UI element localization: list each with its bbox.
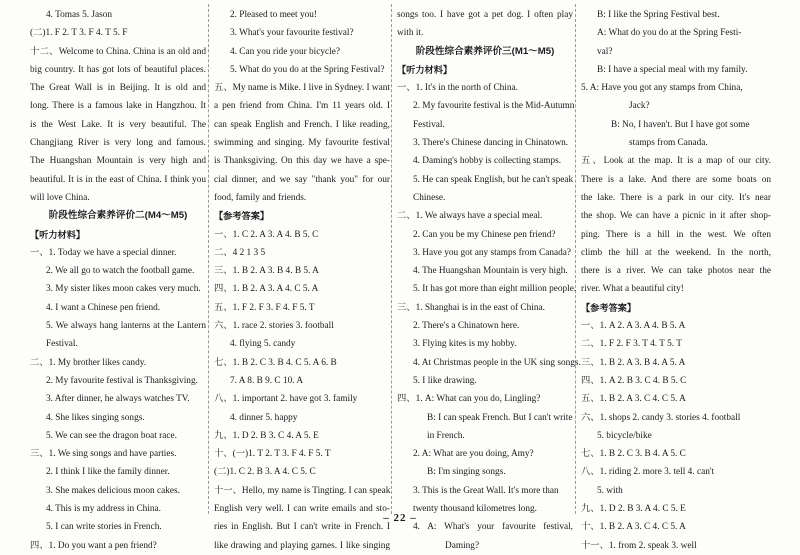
text-line: long. There is a famous lake in Hangzhou. It — [30, 101, 206, 112]
text-line: food, family and friends. — [214, 192, 307, 203]
text-line: 4. At Christmas people in the UK sing songs. — [413, 357, 581, 368]
text-line: 5. It has got more than eight million people. — [413, 284, 577, 295]
text-line: 十一、1. from 2. speak 3. well — [581, 540, 697, 551]
text-line: The Great Wall is in Beijing. It is old and — [30, 83, 206, 94]
text-line: B: I like the Spring Festival best. — [597, 10, 720, 20]
text-line: 3. What's your favourite festival? — [230, 28, 354, 39]
text-line: 2. Can you be my Chinese pen friend? — [413, 229, 556, 240]
text-line: B: I'm singing songs. — [427, 467, 506, 478]
text-line: with it. — [397, 28, 424, 39]
text-line: 一、1. It's in the north of China. — [397, 83, 518, 94]
text-line: in French. — [427, 430, 465, 441]
text-line: There is a lake. And there are some boats on — [581, 174, 771, 185]
text-line: the shop. We can have a picnic in it after shop- — [581, 211, 771, 222]
text-line: 八、1. important 2. have got 3. family — [214, 394, 358, 405]
text-line: 5. What do you do at the Spring Festival? — [230, 64, 385, 75]
text-line: 六、1. shops 2. candy 3. stories 4. football — [581, 412, 741, 423]
text-line: is the West Lake. It is very beautiful. The — [30, 119, 206, 130]
text-line: 4. Can you ride your bicycle? — [230, 46, 340, 57]
column-divider — [208, 4, 209, 514]
text-line: 二、1. My brother likes candy. — [30, 357, 147, 368]
text-line: 十、1. B 2. A 3. C 4. C 5. A — [581, 522, 686, 533]
text-line: Festival. — [46, 339, 78, 350]
column-2 — [214, 6, 390, 555]
text-line: 阶段性综合素养评价三(M1～M5) — [415, 45, 555, 57]
text-line: 2. My favourite festival is the Mid-Autumn — [413, 101, 575, 112]
text-line: 二、1. F 2. F 3. T 4. T 5. T — [581, 339, 682, 350]
text-line: 4. Tomas 5. Jason — [46, 10, 113, 20]
text-line: English very well. I can write emails and sto- — [214, 504, 390, 515]
text-line: like drawing and playing games. I like singing — [214, 540, 390, 551]
text-line: 4. The Huangshan Mountain is very high. — [413, 266, 568, 277]
text-line: 四、1. B 2. A 3. A 4. C 5. A — [214, 284, 319, 295]
text-line: 3. She makes delicious moon cakes. — [46, 485, 181, 496]
text-line: 3. Have you got any stamps from Canada? — [413, 247, 572, 258]
text-line: 5. A: Have you got any stamps from China, — [581, 83, 743, 94]
text-line: 四、1. A 2. B 3. C 4. B 5. C — [581, 375, 687, 386]
text-line: 九、1. D 2. B 3. C 4. A 5. E — [214, 430, 319, 441]
text-line: 5. We always hang lanterns at the Lantern — [46, 321, 206, 332]
text-line: 4. dinner 5. happy — [230, 412, 298, 423]
text-line: 十一、Hello, my name is Tingting. I can speak — [214, 485, 391, 496]
text-line: 五、1. F 2. F 3. F 4. F 5. T — [214, 302, 315, 313]
text-line: 2. My favourite festival is Thanksgiving. — [46, 375, 198, 386]
text-line: 五、1. B 2. A 3. C 4. C 5. A — [581, 394, 686, 405]
text-line: Changjiang River is very long and famous. — [30, 138, 206, 149]
text-line: is Thanksgiving. On this day we have a spe- — [214, 156, 390, 167]
text-line: 5. I like drawing. — [413, 375, 477, 386]
text-line: 2. We all go to watch the football game. — [46, 266, 195, 277]
text-line: 六、1. race 2. stories 3. football — [214, 321, 334, 332]
text-line: 2. There's a Chinatown here. — [413, 321, 520, 332]
text-line: 5. He can speak English, but he can't speak — [413, 174, 574, 185]
text-line: swimming and singing. My favourite festival — [214, 138, 390, 149]
text-line: 5. I can write stories in French. — [46, 522, 162, 533]
text-line: 七、1. B 2. C 3. B 4. C 5. A 6. B — [214, 357, 337, 368]
text-line: 5. We can see the dragon boat race. — [46, 430, 177, 441]
text-line: A: What do you do at the Spring Festi- — [597, 28, 742, 39]
text-line: 十二、Welcome to China. China is an old and — [30, 46, 206, 57]
text-line: 5. bicycle/bike — [597, 430, 652, 441]
text-line: songs too. I have got a pet dog. I often play — [397, 10, 573, 20]
text-line: val? — [597, 46, 613, 57]
text-line: 【参考答案】 — [214, 211, 270, 222]
text-line: 3. There's Chinese dancing in Chinatown. — [413, 138, 569, 149]
text-line: can speak English and French. I like reading, — [214, 119, 390, 130]
text-line: The Huangshan Mountain is very high and — [30, 156, 206, 167]
text-line: stamps from Canada. — [629, 138, 708, 149]
text-line: Daming? — [445, 540, 480, 551]
text-line: twenty thousand kilometres long. — [413, 504, 537, 515]
text-line: Chinese. — [413, 192, 446, 203]
text-line: 十、(一)1. T 2. T 3. F 4. F 5. T — [214, 449, 331, 460]
text-line: 三、1. We sing songs and have parties. — [30, 449, 177, 460]
text-line: 3. My sister likes moon cakes very much. — [46, 284, 201, 295]
text-line: 4. Daming's hobby is collecting stamps. — [413, 156, 562, 167]
text-line: 2. I think I like the family dinner. — [46, 467, 170, 478]
text-line: ries in English. But I can't write in French. I — [214, 522, 390, 533]
text-line: Festival. — [413, 119, 445, 130]
text-line: cial dinner, and we say "thank you" for our — [214, 174, 390, 185]
text-line: 4. I want a Chinese pen friend. — [46, 302, 161, 313]
text-line: B: I have a special meal with my family. — [597, 64, 748, 75]
text-line: the lake. There is a park in our city. It's near — [581, 192, 771, 203]
text-line: 四、1. Do you want a pen friend? — [30, 540, 157, 551]
text-line: 一、1. A 2. A 3. A 4. B 5. A — [581, 321, 686, 332]
text-line: beautiful. It is in the east of China. I think you — [30, 174, 206, 185]
text-line: big country. It has got lots of beautiful places. — [30, 64, 206, 75]
text-line: 3. After dinner, he always watches TV. — [46, 394, 190, 405]
text-line: 三、1. B 2. A 3. B 4. B 5. A — [214, 266, 319, 277]
text-line: 五、Look at the map. It is a map of our city. — [581, 156, 771, 167]
column-divider — [575, 4, 576, 514]
text-line: 2. Pleased to meet you! — [230, 10, 318, 20]
text-line: 一、1. Today we have a special dinner. — [30, 247, 177, 258]
text-line: 【参考答案】 — [581, 302, 637, 313]
text-line: 4. This is my address in China. — [46, 504, 162, 515]
text-line: (二)1. F 2. T 3. F 4. T 5. F — [30, 28, 128, 39]
column-1 — [30, 6, 206, 555]
text-line: B: No, I haven't. But I have got some — [611, 119, 750, 130]
text-line: 4. flying 5. candy — [230, 339, 296, 350]
text-line: 4. A: What's your favourite festival, — [413, 522, 573, 533]
text-line: 5. with — [597, 485, 623, 496]
text-line: 二、1. We always have a special meal. — [397, 211, 543, 222]
column-3 — [397, 6, 581, 555]
text-line: 九、1. D 2. B 3. A 4. C 5. E — [581, 504, 686, 515]
text-line: 4. She likes singing songs. — [46, 412, 145, 423]
text-line: 3. This is the Great Wall. It's more than — [413, 485, 559, 496]
text-line: 三、1. B 2. A 3. B 4. A 5. A — [581, 357, 686, 368]
text-line: (二)1. C 2. B 3. A 4. C 5. C — [214, 467, 316, 478]
text-line: 阶段性综合素养评价二(M4～M5) — [48, 210, 188, 222]
text-line: B: I can speak French. But I can't write — [427, 412, 573, 423]
text-line: there is a river. We can take photos near the — [581, 266, 771, 277]
text-line: 四、1. A: What can you do, Lingling? — [397, 394, 541, 405]
text-line: 八、1. riding 2. more 3. tell 4. can't — [581, 467, 715, 478]
text-line: 五、My name is Mike. I live in Sydney. I want — [214, 83, 390, 94]
text-line: 2. A: What are you doing, Amy? — [413, 449, 534, 460]
column-divider — [391, 4, 392, 514]
text-line: ping. There is a hill in the west. We often — [581, 229, 771, 240]
text-line: a pen friend from China. I'm 11 years old. I — [214, 101, 390, 112]
text-line: 3. Flying kites is my hobby. — [413, 339, 517, 350]
text-line: 一、1. C 2. A 3. A 4. B 5. C — [214, 229, 319, 240]
text-line: 【听力材料】 — [397, 64, 453, 75]
text-line: river. What a beautiful city! — [581, 284, 684, 295]
text-line: will love China. — [30, 192, 90, 203]
column-4 — [581, 6, 771, 555]
text-line: Jack? — [629, 101, 650, 112]
text-line: 三、1. Shanghai is in the east of China. — [397, 302, 545, 313]
page-number: – 22 – — [383, 512, 417, 524]
text-line: 二、4 2 1 3 5 — [214, 247, 266, 258]
text-line: 【听力材料】 — [30, 229, 86, 240]
text-line: climb the hill at the weekend. In the north, — [581, 247, 771, 258]
text-line: 七、1. B 2. C 3. B 4. A 5. C — [581, 449, 686, 460]
text-line: 7. A 8. B 9. C 10. A — [230, 375, 304, 386]
